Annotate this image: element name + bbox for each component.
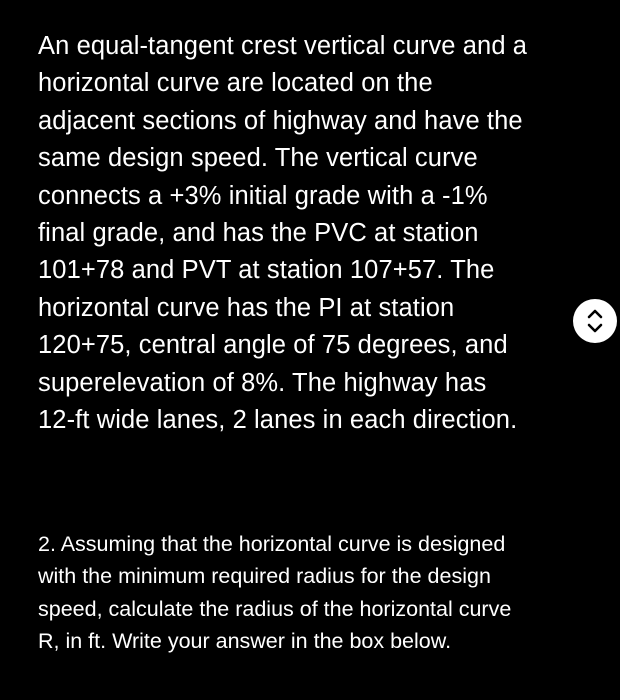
problem-line: superelevation of 8%. The highway has: [38, 368, 487, 397]
problem-line: horizontal curve has the PI at station: [38, 293, 455, 322]
question-line: R, in ft. Write your answer in the box below.: [38, 628, 452, 653]
question-statement: [38, 528, 588, 657]
question-line: speed, calculate the radius of the horizontal curve: [38, 596, 512, 621]
chevron-up-icon[interactable]: [587, 309, 603, 319]
problem-line: connects a +3% initial grade with a -1%: [38, 181, 488, 210]
problem-statement: [38, 28, 588, 439]
problem-line: horizontal curve are located on the: [38, 69, 433, 98]
question-line: with the minimum required radius for the design: [38, 564, 491, 589]
problem-line: 101+78 and PVT at station 107+57. The: [38, 256, 495, 285]
problem-line: final grade, and has the PVC at station: [38, 219, 479, 248]
problem-line: 12-ft wide lanes, 2 lanes in each direction.: [38, 406, 518, 435]
chevron-down-icon[interactable]: [587, 323, 603, 333]
problem-line: adjacent sections of highway and have the: [38, 106, 523, 135]
scroll-toggle-button[interactable]: [573, 299, 617, 343]
problem-line: 120+75, central angle of 75 degrees, and: [38, 331, 508, 360]
problem-line: An equal-tangent crest vertical curve and a: [38, 32, 528, 60]
question-line: 2. Assuming that the horizontal curve is designed: [38, 532, 506, 556]
problem-line: same design speed. The vertical curve: [38, 144, 478, 173]
